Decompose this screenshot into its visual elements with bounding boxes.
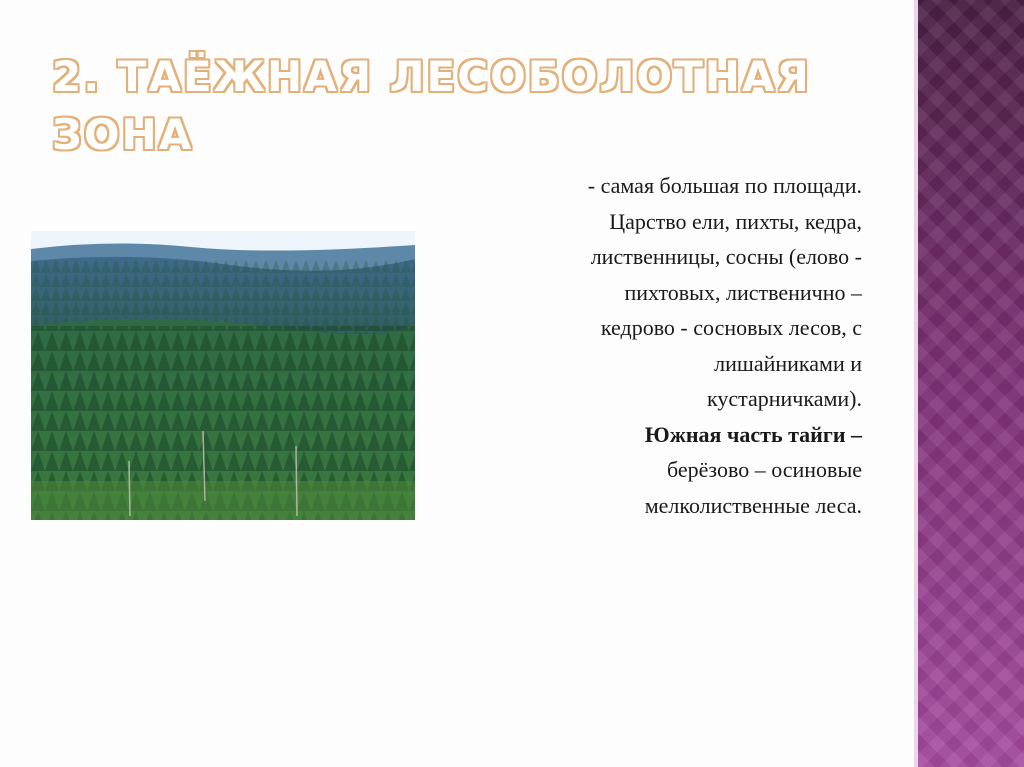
body-text xyxy=(470,168,862,523)
taiga-forest-photo xyxy=(31,231,415,520)
text-line-4: пихтовых, лиственично – xyxy=(624,279,862,305)
tail-line-1: берёзово – осиновые xyxy=(666,457,862,482)
bold-phrase: Южная часть тайги – xyxy=(644,421,862,447)
text-line-7: кустарничками). xyxy=(706,386,862,411)
text-line-3: лиственницы, сосны (елово - xyxy=(590,244,862,269)
decorative-side-band xyxy=(914,0,1024,767)
text-line-1: - самая большая по площади. xyxy=(587,173,862,198)
forest-illustration xyxy=(31,231,415,520)
text-line-2: Царство ели, пихты, кедра, xyxy=(609,208,862,234)
tail-line-2: мелколиственные леса. xyxy=(644,492,862,518)
text-line-6: лишайниками и xyxy=(714,350,862,376)
slide-title: 2. ТАЁЖНАЯ ЛЕСОБОЛОТНАЯ ЗОНА xyxy=(52,52,811,159)
side-band-pattern xyxy=(918,0,1024,767)
text-line-5: кедрово - сосновых лесов, с xyxy=(600,315,862,340)
